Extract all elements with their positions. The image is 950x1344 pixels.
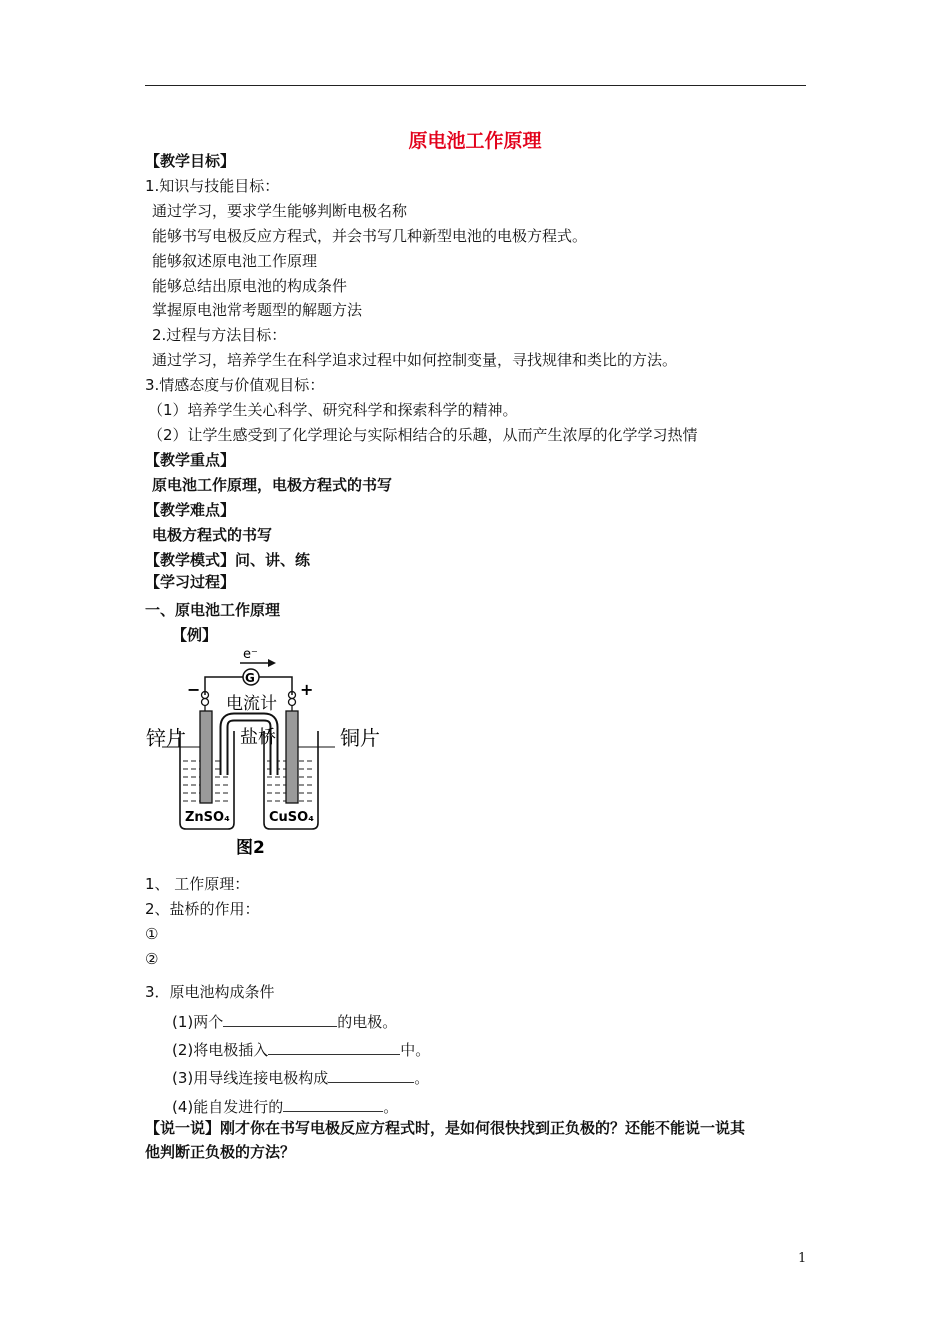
question-conditions: 3．原电池构成条件 xyxy=(145,983,275,1001)
wire-right xyxy=(259,677,292,695)
copper-label-line1: 铜片 xyxy=(340,726,380,750)
condition-item xyxy=(172,1012,397,1032)
figure-caption: 图2 xyxy=(236,838,265,858)
knowledge-item: 能够总结出原电池的构成条件 xyxy=(152,277,348,295)
zinc-label-line1: 锌片 xyxy=(146,726,186,750)
electron-arrow-head xyxy=(268,659,276,667)
knowledge-item: 掌握原电池常考题型的解题方法 xyxy=(152,301,363,319)
key-points-heading: 【教学重点】 xyxy=(145,451,236,469)
electron-label: e⁻ xyxy=(243,647,258,662)
condition-item xyxy=(172,1068,429,1088)
page-title: 原电池工作原理 xyxy=(408,130,542,152)
salt-bridge-label-line1: 盐桥 xyxy=(240,727,276,748)
condition-item xyxy=(172,1040,430,1060)
condition-post: 。 xyxy=(414,1069,430,1087)
header-rule xyxy=(145,85,806,86)
wire-left xyxy=(205,677,243,695)
salt-bridge-label xyxy=(240,727,276,748)
galvanic-cell-figure xyxy=(140,645,380,860)
condition-post: 中。 xyxy=(400,1041,431,1059)
learning-process-heading: 【学习过程】 xyxy=(145,573,236,591)
fill-blank[interactable] xyxy=(328,1068,414,1083)
objectives-heading: 【教学目标】 xyxy=(145,152,236,170)
condition-post: 的电极。 xyxy=(337,1013,398,1031)
galvanometer-label: G xyxy=(245,671,255,685)
process-goal-heading: 2.过程与方法目标： xyxy=(152,326,287,344)
knowledge-item: 通过学习，要求学生能够判断电极名称 xyxy=(152,202,408,220)
knowledge-item: 能够叙述原电池工作原理 xyxy=(152,252,318,270)
condition-pre: (3)用导线连接电极构成 xyxy=(172,1069,329,1087)
emotion-item: （2）让学生感受到了化学理论与实际相结合的乐趣，从而产生浓厚的化学学习热情 xyxy=(148,426,698,444)
minus-sign: − xyxy=(187,680,201,699)
condition-post: 。 xyxy=(383,1098,399,1116)
page-number: 1 xyxy=(798,1251,807,1266)
left-solution-label: ZnSO₄ xyxy=(185,810,230,825)
condition-item xyxy=(172,1097,398,1117)
copper-electrode xyxy=(286,711,298,803)
condition-pre: (4)能自发进行的 xyxy=(172,1098,284,1116)
knowledge-item: 能够书写电极反应方程式，并会书写几种新型电池的电极方程式。 xyxy=(152,227,588,245)
example-label: 【例】 xyxy=(172,626,218,644)
condition-pre: (2)将电极插入 xyxy=(172,1041,269,1059)
copper-label xyxy=(340,726,380,750)
salt-bridge-answer-2: ② xyxy=(145,950,159,968)
fill-blank[interactable] xyxy=(268,1040,400,1055)
question-salt-bridge: 2、盐桥的作用： xyxy=(145,900,260,918)
emotion-heading: 3.情感态度与价值观目标： xyxy=(145,376,325,394)
salt-bridge-answer-1: ① xyxy=(145,925,159,943)
key-points: 原电池工作原理，电极方程式的书写 xyxy=(152,476,393,494)
condition-pre: (1)两个 xyxy=(172,1013,224,1031)
fill-blank[interactable] xyxy=(283,1097,383,1112)
question-working-principle: 1、 工作原理： xyxy=(145,875,250,893)
right-solution-label: CuSO₄ xyxy=(269,810,314,825)
fill-blank[interactable] xyxy=(223,1012,337,1027)
zinc-electrode xyxy=(200,711,212,803)
knowledge-heading: 1.知识与技能目标： xyxy=(145,177,280,195)
plus-sign: + xyxy=(300,680,314,699)
difficulty: 电极方程式的书写 xyxy=(152,526,273,544)
section-heading: 一、原电池工作原理 xyxy=(145,601,281,619)
process-goal-item: 通过学习，培养学生在科学追求过程中如何控制变量，寻找规律和类比的方法。 xyxy=(152,351,678,369)
meter-label: 电流计 xyxy=(226,694,277,714)
difficulty-heading: 【教学难点】 xyxy=(145,501,236,519)
talk-prompt-line1: 【说一说】刚才你在书写电极反应方程式时，是如何很快找到正负极的？还能不能说一说其 xyxy=(145,1119,746,1137)
emotion-item: （1）培养学生关心科学、研究科学和探索科学的精神。 xyxy=(148,401,518,419)
teaching-mode: 【教学模式】问、讲、练 xyxy=(145,551,311,569)
talk-prompt-line2: 他判断正负极的方法？ xyxy=(145,1143,296,1161)
